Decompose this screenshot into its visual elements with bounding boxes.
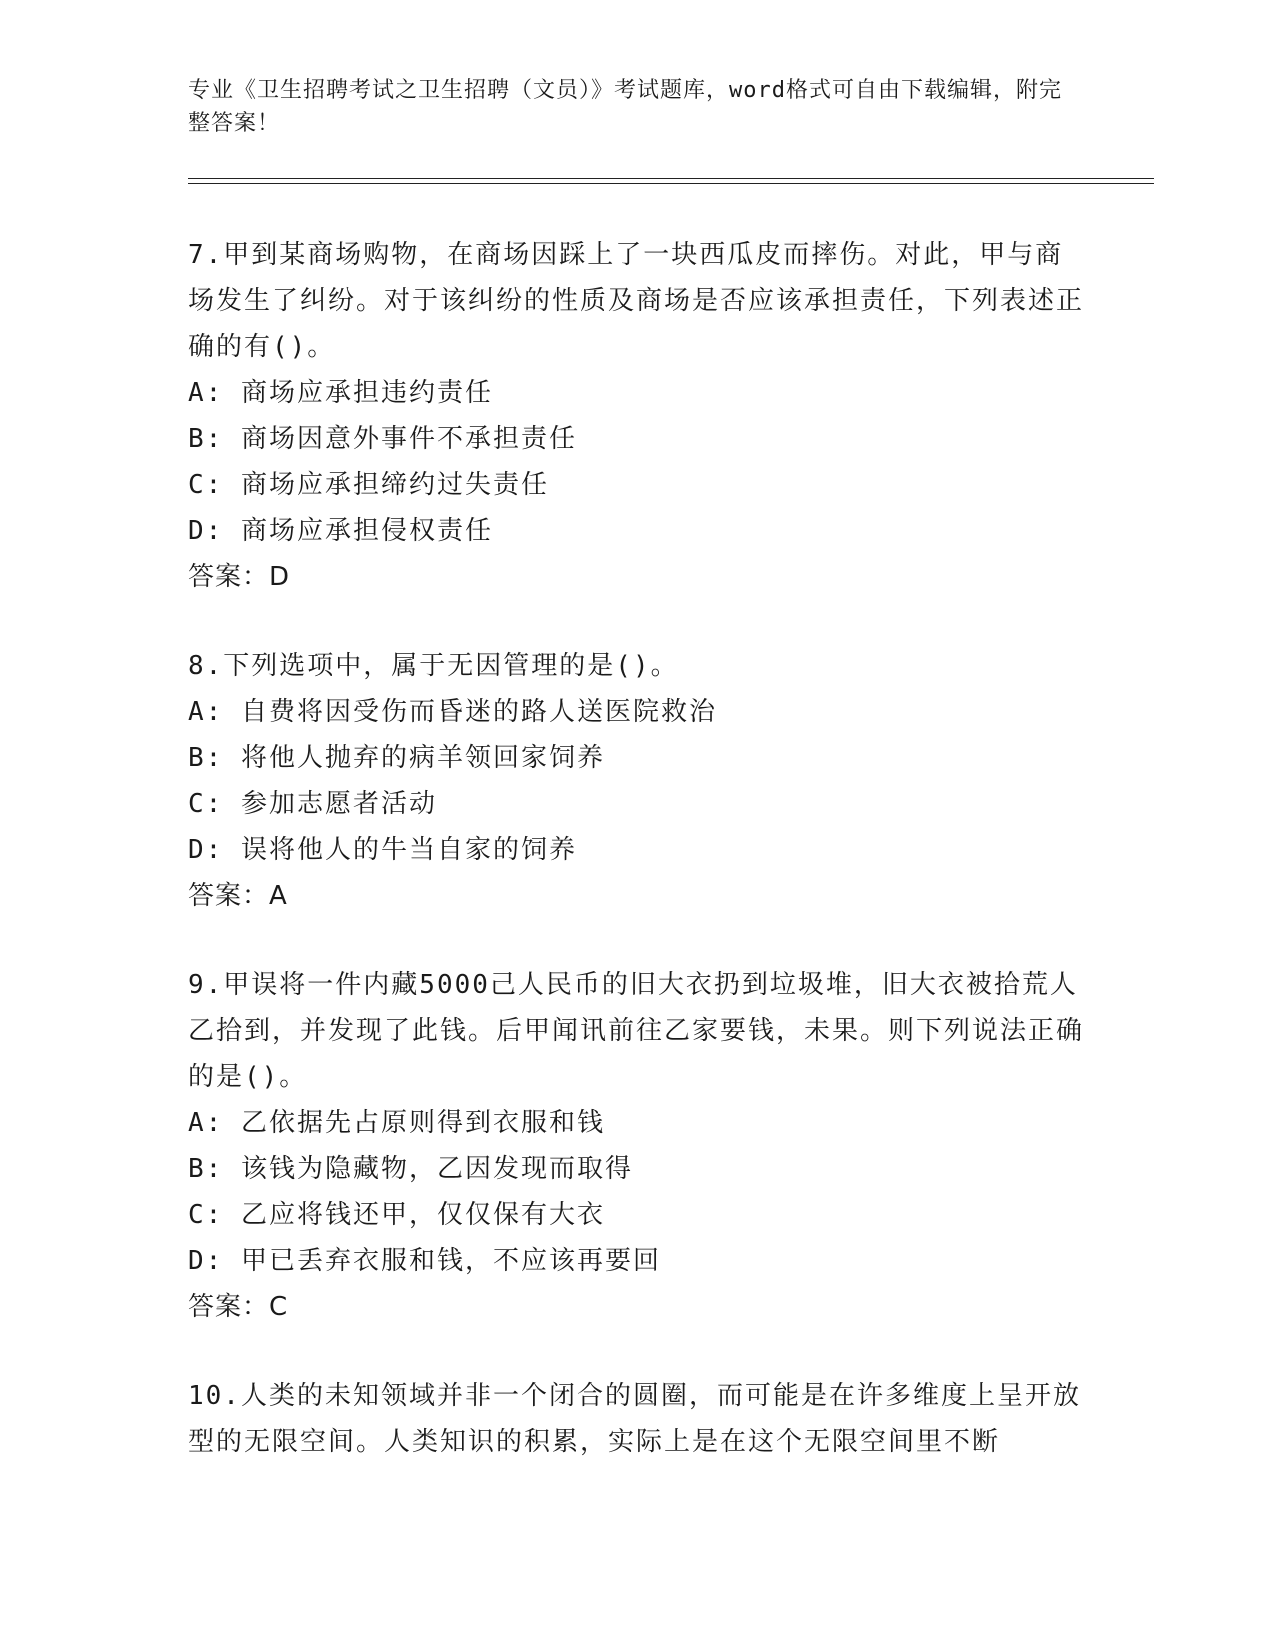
option-c: C: 参加志愿者活动 — [188, 789, 437, 819]
option-d: D: 商场应承担侵权责任 — [188, 516, 493, 546]
answer: 答案：D — [188, 562, 291, 592]
option-d: D: 误将他人的牛当自家的饲养 — [188, 835, 577, 865]
option-c: C: 商场应承担缔约过失责任 — [188, 470, 549, 500]
header-divider-bottom — [188, 183, 1154, 184]
question-list — [188, 232, 1088, 1508]
question-7 — [188, 232, 1088, 600]
option-d: D: 甲已丢弃衣服和钱，不应该再要回 — [188, 1246, 661, 1276]
header-text: 专业《卫生招聘考试之卫生招聘（文员）》考试题库，word格式可自由下载编辑，附完整答案！ — [188, 78, 1062, 136]
option-b: B: 将他人抛弃的病羊领回家饲养 — [188, 743, 605, 773]
option-a: A: 商场应承担违约责任 — [188, 378, 493, 408]
question-stem: 10.人类的未知领域并非一个闭合的圆圈，而可能是在许多维度上呈开放型的无限空间。人类知识的积累，实际上是在这个无限空间里不断 — [188, 1381, 1081, 1457]
option-b: B: 商场因意外事件不承担责任 — [188, 424, 577, 454]
header-divider-top — [188, 178, 1154, 179]
answer: 答案：C — [188, 1292, 289, 1322]
answer: 答案：A — [188, 881, 288, 911]
question-8 — [188, 643, 1088, 919]
question-stem: 9.甲误将一件内藏5000己人民币的旧大衣扔到垃圾堆，旧大衣被拾荒人乙拾到，并发现了此钱。后甲闻讯前往乙家要钱，未果。则下列说法正确的是()。 — [188, 970, 1085, 1092]
option-a: A: 乙依据先占原则得到衣服和钱 — [188, 1108, 605, 1138]
question-stem: 7.甲到某商场购物，在商场因踩上了一块西瓜皮而摔伤。对此，甲与商场发生了纠纷。对于该纠纷的性质及商场是否应该承担责任，下列表述正确的有()。 — [188, 240, 1085, 362]
question-stem: 8.下列选项中，属于无因管理的是()。 — [188, 651, 679, 681]
option-a: A: 自费将因受伤而昏迷的路人送医院救治 — [188, 697, 717, 727]
question-9 — [188, 962, 1088, 1330]
option-c: C: 乙应将钱还甲，仅仅保有大衣 — [188, 1200, 605, 1230]
question-10 — [188, 1373, 1088, 1465]
option-b: B: 该钱为隐藏物，乙因发现而取得 — [188, 1154, 633, 1184]
document-header — [188, 74, 1068, 140]
